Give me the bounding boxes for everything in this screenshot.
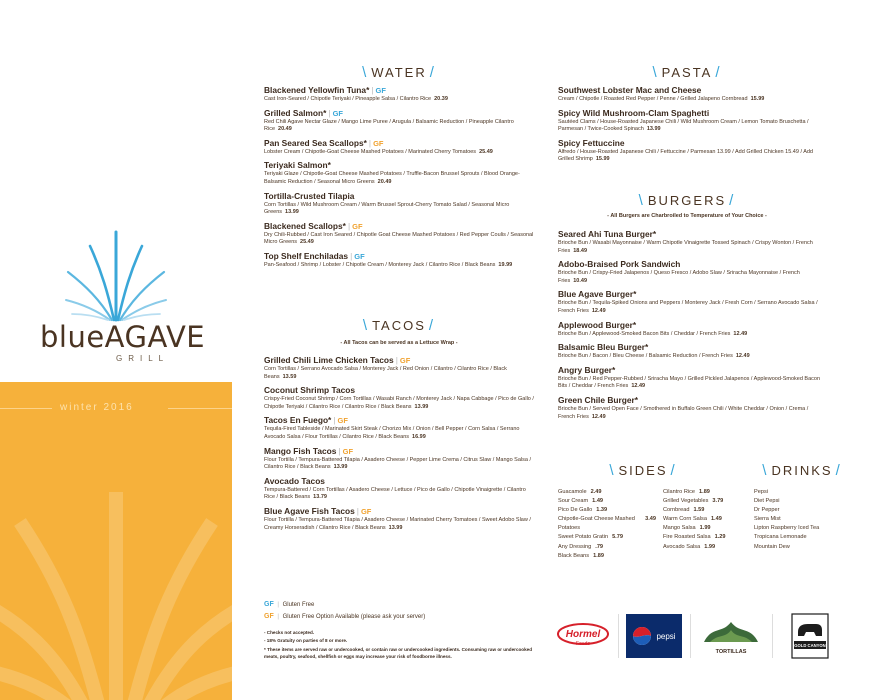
menu-item-price: 12.49 — [733, 330, 748, 337]
menu-item-name: Spicy Fettuccine — [558, 137, 625, 148]
menu-item-description: Cream / Chipotle / Roasted Red Pepper / Penne / Grilled Jalapeno Cornbread 15.99 — [558, 96, 765, 102]
menu-item-description: Flour Tortilla / Tempura-Battered Tilapia / Asadero Cheese / Marinated Cherry Tomatoes / Sweet Adobo Slaw / Creamy Horseradish / Cilantro Rice / Black Beans 13.99 — [264, 516, 531, 531]
menu-item — [558, 259, 820, 285]
menu-item-name: Angry Burger* — [558, 364, 616, 375]
menu-item-price: 15.99 — [595, 156, 610, 163]
menu-item-price: 13.59 — [282, 373, 297, 380]
list-item: Diet Pepsi — [754, 498, 780, 505]
menu-item — [264, 415, 536, 441]
slash-icon: \ — [638, 192, 645, 209]
menu-item-price: 12.49 — [735, 353, 750, 360]
menu-item — [558, 229, 820, 255]
menu-item-name: Spicy Wild Mushroom-Clam Spaghetti — [558, 107, 710, 118]
hormel-text: Hormel — [565, 629, 601, 640]
gluten-free-option-badge: GF — [399, 356, 411, 365]
slash-icon: \ — [362, 317, 370, 334]
menu-item — [558, 85, 820, 104]
list-item: Lipton Raspberry Iced Tea — [754, 525, 820, 532]
menu-item — [264, 191, 536, 217]
slash-icon: \ — [762, 462, 769, 479]
menu-item — [264, 108, 536, 134]
menu-item — [264, 476, 536, 502]
legend — [264, 599, 425, 623]
menu-item-name: Top Shelf Enchiladas | GF — [264, 250, 365, 261]
list-item: Chipotle-Goat Cheese Mashed Potatoes 3.49 — [558, 515, 656, 533]
menu-item-description: Pan-Seafood / Shrimp / Lobster / Chipotle Cream / Monterey Jack / Cilantro Rice / Black Beans 19.99 — [264, 261, 513, 268]
gold-canyon-logo — [788, 612, 832, 660]
sides-list-2 — [663, 488, 745, 552]
menu-item — [558, 108, 820, 134]
divider — [690, 614, 691, 658]
gluten-free-option-badge: GF — [352, 221, 363, 231]
menu-item-price: 16.99 — [412, 433, 426, 440]
list-item: Tropicana Lemonade — [754, 534, 807, 541]
menu-item-price: 15.99 — [750, 96, 765, 102]
season-divider-right — [168, 408, 232, 409]
menu-item-description: Crispy-Fried Coconut Shrimp / Corn Tortillas / Wasabi Ranch / Monterey Jack / Napa Cabbage / Pico de Gallo / Chipotle Teriyaki / Cilantro Rice / Cilantro Rice / Black Beans 13.99 — [264, 396, 534, 410]
fineprint-line: - 18% Gratuity on parties of 8 or more. — [264, 637, 348, 643]
list-item: Pico De Gallo 1.39 — [558, 506, 656, 515]
slash-icon: / — [428, 317, 436, 334]
pasta-list — [558, 85, 820, 168]
legend-gfo: GF | Gluten Free Option Available (please ask your server) — [264, 613, 426, 620]
menu-item-name: Seared Ahi Tuna Burger* — [558, 229, 657, 239]
burgers-note: - All Burgers are Charbroiled to Temperature of Your Choice - — [607, 213, 767, 219]
menu-item-description: Brioche Bun / Red Pepper-Rubbed / Sriracha Mayo / Grilled Pickled Jalapenos / Applewood-Smoked Bacon Bits / Cheddar / French Fries 12.49 — [558, 375, 821, 390]
menu-item — [558, 365, 820, 391]
menu-item-name: Blue Agave Burger* — [558, 289, 637, 300]
burgers-list — [558, 229, 820, 425]
list-item: Mountain Dew — [754, 543, 790, 550]
menu-item-price: 20.39 — [434, 96, 448, 102]
menu-item-price: 13.99 — [333, 464, 348, 471]
list-item: Any Dressing .79 — [558, 543, 656, 552]
list-item-price: 5.79 — [612, 534, 623, 541]
menu-item — [264, 85, 536, 104]
hormel-logo — [556, 612, 611, 660]
burgers-heading — [558, 192, 816, 209]
slash-icon: / — [835, 462, 842, 479]
list-item: Fire Roasted Salsa 1.29 — [663, 533, 745, 542]
list-item: Sour Cream 1.49 — [558, 497, 656, 506]
brand-column — [0, 0, 232, 700]
list-item: Pepsi — [754, 489, 768, 495]
tacos-heading — [264, 317, 534, 334]
divider — [772, 614, 773, 658]
gluten-free-badge: GF — [375, 86, 386, 95]
slash-icon: \ — [652, 64, 659, 81]
menu-item-price: 20.49 — [278, 126, 292, 133]
sides-heading — [558, 462, 728, 479]
list-item-price: 1.49 — [592, 498, 604, 505]
menu-item-price: 25.49 — [479, 148, 493, 155]
menu-item-price: 13.99 — [414, 403, 429, 410]
menu-item-description: Red Chili Agave Nectar Glaze / Mango Lime Puree / Arugula / Balsamic Reduction / Pineapple Cilantro Rice 20.49 — [264, 118, 514, 133]
hormel-logo-icon — [556, 612, 611, 660]
menu-item-name: Balsamic Bleu Burger* — [558, 342, 649, 353]
menu-item — [558, 342, 820, 361]
gold-canyon-text: GOLD CANYON — [794, 643, 826, 648]
menu-item — [264, 506, 536, 532]
list-item-price: 1.99 — [699, 525, 711, 532]
list-item-price: 1.39 — [596, 507, 608, 514]
list-item: Cilantro Rice 1.89 — [663, 488, 745, 497]
menu-item-description: Lobster Cream / Chipotle-Goat Cheese Mashed Potatoes / Marinated Cherry Tomatoes 25.49 — [264, 148, 493, 155]
gluten-free-option-badge: GF — [360, 506, 372, 516]
list-item: Avocado Salsa 1.99 — [663, 543, 745, 552]
list-item: Cornbread 1.59 — [663, 506, 745, 515]
tacos-note: - All Tacos can be served as a Lettuce Wrap - — [340, 340, 458, 346]
tacos-list — [264, 355, 536, 536]
slash-icon: \ — [609, 462, 616, 479]
menu-item-price: 19.99 — [498, 261, 513, 268]
sides-title: SIDES — [618, 463, 668, 478]
menu-item-description: Tempura-Battered / Corn Tortillas / Asadero Cheese / Lettuce / Pico de Gallo / Chipotle Vinaigrette / Cilantro Rice / Black Beans 13.79 — [264, 486, 526, 501]
menu-item — [264, 446, 536, 472]
list-item: Grilled Vegetables 3.79 — [663, 497, 745, 506]
brand-name: blueAGAVE — [40, 320, 206, 354]
menu-item — [264, 355, 536, 381]
menu-item — [558, 289, 820, 315]
list-item: Warm Corn Salsa 1.49 — [663, 515, 745, 524]
fineprint — [264, 630, 534, 661]
burgers-title: BURGERS — [647, 193, 727, 208]
gluten-free-badge: GF — [354, 251, 365, 261]
water-list — [264, 85, 536, 274]
fineprint-line: * These items are served raw or undercooked, or contain raw or undercooked ingredients. Consuming raw or undercooked meats, poultry, seafood, shellfish or eggs may increase your risk of foodborne illness. — [264, 647, 533, 659]
menu-item-name: Tacos En Fuego* | GF — [264, 415, 348, 426]
list-item-price: 1.99 — [704, 543, 716, 550]
menu-item — [558, 320, 820, 339]
list-item-price: 1.89 — [593, 552, 604, 559]
menu-item-price: 13.99 — [646, 126, 661, 133]
fineprint-line: - Checks not accepted. — [264, 630, 315, 635]
menu-item-name: Green Chile Burger* — [558, 394, 639, 405]
slash-icon: / — [715, 64, 722, 81]
tortillas-logo-icon — [700, 612, 762, 660]
partner-logos — [556, 612, 846, 660]
list-item-price: 1.29 — [714, 534, 726, 541]
menu-item-price: 12.49 — [591, 307, 606, 314]
sides-list-1 — [558, 488, 656, 561]
gold-canyon-logo-icon — [788, 612, 832, 660]
season-divider-left — [0, 408, 52, 409]
menu-item — [558, 395, 820, 421]
tortillas-logo — [700, 612, 762, 660]
menu-item-price: 20.49 — [377, 178, 392, 185]
menu-item-price: 13.99 — [388, 524, 403, 531]
menu-item — [264, 160, 536, 186]
menu-item — [264, 138, 536, 157]
menu-item-description: Brioche Bun / Tequila-Spiked Onions and Peppers / Monterey Jack / Fresh Corn / Serrano Avocado Salsa / French Fries 12.49 — [558, 300, 818, 314]
menu-item-price: 25.49 — [300, 239, 314, 246]
menu-item-description: Sautéed Clams / House-Roasted Japanese Chili / Wild Mushroom Cream / Lemon Tomato Bruschetta / Parmesan / Twice-Cooked Spinach 13.99 — [558, 118, 809, 133]
list-item-price: 3.49 — [645, 516, 656, 523]
slash-icon: / — [429, 64, 436, 81]
slash-icon: / — [729, 192, 736, 209]
menu-item-price: 10.49 — [573, 277, 587, 284]
menu-item-price: 13.99 — [285, 209, 299, 216]
menu-item-name: Coconut Shrimp Tacos — [264, 385, 356, 396]
list-item-price: 1.59 — [693, 507, 705, 514]
list-item: Sierra Mist — [754, 516, 781, 523]
drinks-heading — [752, 462, 852, 479]
menu-item-description: Brioche Bun / Bacon / Bleu Cheese / Balsamic Reduction / French Fries 12.49 — [558, 353, 750, 360]
menu-item-price: 18.49 — [573, 247, 587, 254]
agave-logo-icon — [62, 228, 170, 324]
menu-item-name: Teriyaki Salmon* — [264, 160, 331, 171]
menu-item-name: Blue Agave Fish Tacos | GF — [264, 505, 372, 516]
menu-item-description: Brioche Bun / Crispy-Fried Jalapenos / Queso Fresco / Adobo Slaw / Sriracha Mayonnaise / French Fries 10.49 — [558, 270, 800, 284]
menu-item-description: Cast Iron-Seared / Chipotle Teriyaki / Pineapple Salsa / Cilantro Rice 20.39 — [264, 96, 448, 102]
menu-item-name: Tortilla-Crusted Tilapia — [264, 190, 355, 201]
menu-item-description: Alfredo / House-Roasted Japanese Chili / Fettuccine / Parmesan 13.99 / Add Grilled Chicken 15.49 / Add Grilled Shrimp 15.99 — [558, 148, 813, 163]
divider — [618, 614, 619, 658]
slash-icon: \ — [362, 64, 369, 81]
slash-icon: / — [670, 462, 677, 479]
menu-item-description: Corn Tortillas / Wild Mushroom Cream / Warm Brussel Sprout-Cherry Tomato Salad / Seasonal Micro Greens 13.99 — [264, 201, 510, 216]
pepsi-logo-icon — [626, 612, 682, 660]
menu-item — [558, 138, 820, 164]
list-item-price: 1.89 — [699, 489, 710, 495]
menu-item-name: Grilled Salmon* | GF — [264, 107, 343, 118]
pasta-heading — [558, 64, 816, 81]
menu-item-description: Tequila-Fired Tableside / Marinated Skirt Steak / Chorizo Mix / Onion / Bell Pepper / Corn Salsa / Serrano Avocado Salsa / Flour Tortillas / Cilantro Rice / Black Beans 16.99 — [264, 426, 520, 440]
gluten-free-option-badge: GF — [342, 446, 354, 456]
menu-item-description: Brioche Bun / Served Open Face / Smothered in Buffalo Green Chili / White Cheddar / Onion / Crema / French Fries 12.49 — [558, 405, 809, 420]
orange-panel — [0, 382, 232, 700]
menu-item-name: Adobo-Braised Pork Sandwich — [558, 259, 681, 270]
list-item-price: 3.79 — [712, 498, 724, 505]
drinks-list — [754, 488, 854, 552]
menu-item-description: Dry Chili-Rubbed / Cast Iron Seared / Chipotle Goat Cheese Mashed Potatoes / Red Pepper Coulis / Seasonal Micro Greens 25.49 — [264, 231, 534, 246]
pasta-title: PASTA — [661, 65, 713, 80]
list-item-price: .79 — [595, 543, 604, 550]
menu-item-description: Brioche Bun / Applewood-Smoked Bacon Bits / Cheddar / French Fries 12.49 — [558, 330, 748, 337]
menu-item-name: Grilled Chili Lime Chicken Tacos | GF — [264, 355, 411, 365]
gluten-free-badge: GF — [332, 108, 343, 118]
menu-item-price: 12.49 — [591, 413, 606, 420]
drinks-title: DRINKS — [771, 463, 833, 478]
tacos-title: TACOS — [372, 318, 426, 333]
pepsi-logo — [626, 612, 682, 660]
menu-item-name: Applewood Burger* — [558, 319, 637, 330]
gluten-free-option-badge: GF — [373, 138, 384, 148]
menu-item — [264, 385, 536, 411]
menu-item-description: Flour Tortilla / Tempura-Battered Tilapia / Asadero Cheese / Pepper Lime Crema / Citrus Slaw / Mango Salsa / Cilantro Rice / Black Beans 13.99 — [264, 456, 531, 471]
menu-item-name: Blackened Scallops* | GF — [264, 220, 363, 231]
list-item: Black Beans 1.89 — [558, 552, 656, 561]
menu-item-price: 13.79 — [313, 494, 327, 501]
menu-item — [264, 251, 536, 270]
list-item: Guacamole 2.49 — [558, 488, 656, 497]
list-item: Sweet Potato Gratin 5.79 — [558, 533, 656, 542]
pepsi-text: pepsi — [656, 632, 676, 641]
menu-item-name: Southwest Lobster Mac and Cheese — [558, 85, 702, 95]
list-item-price: 1.49 — [710, 516, 722, 523]
menu-item-name: Pan Seared Sea Scallops* | GF — [264, 137, 384, 148]
menu-item-name: Blackened Yellowfin Tuna* | GF — [264, 85, 386, 95]
gluten-free-option-badge: GF — [337, 416, 348, 426]
list-item: Dr Pepper — [754, 507, 780, 514]
menu-item-description: Teriyaki Glaze / Chipotle-Goat Cheese Mashed Potatoes / Truffle-Bacon Brussel Sprouts / Blood Orange-Balsamic Reduction / Seasonal Micro Greens 20.49 — [264, 171, 520, 185]
menu-item-description: Brioche Bun / Wasabi Mayonnaise / Warm Chipotle Vinaigrette Tossed Spinach / Crispy Wonton / French Fries 18.49 — [558, 240, 813, 254]
tortillas-text: TORTILLAS — [715, 649, 747, 655]
water-title: WATER — [371, 65, 427, 80]
menu-item-price: 12.49 — [631, 383, 646, 390]
list-item: Mango Salsa 1.99 — [663, 524, 745, 533]
menu-item — [264, 221, 536, 247]
menu-item-name: Avocado Tacos — [264, 475, 325, 486]
water-heading — [264, 64, 534, 81]
hormel-sub: Foods — [576, 641, 590, 647]
agave-watermark-icon — [0, 382, 232, 700]
legend-gf: GF | Gluten Free — [264, 601, 315, 608]
menu-item-name: Mango Fish Tacos | GF — [264, 445, 354, 456]
brand-subtitle: GRILL — [116, 354, 170, 363]
list-item-price: 2.49 — [590, 489, 602, 495]
menu-item-description: Corn Tortillas / Serrano Avocado Salsa / Monterey Jack / Red Onion / Cilantro / Cilantro Rice / Black Beans 13.59 — [264, 366, 507, 380]
season-label: winter 2016 — [60, 402, 134, 413]
